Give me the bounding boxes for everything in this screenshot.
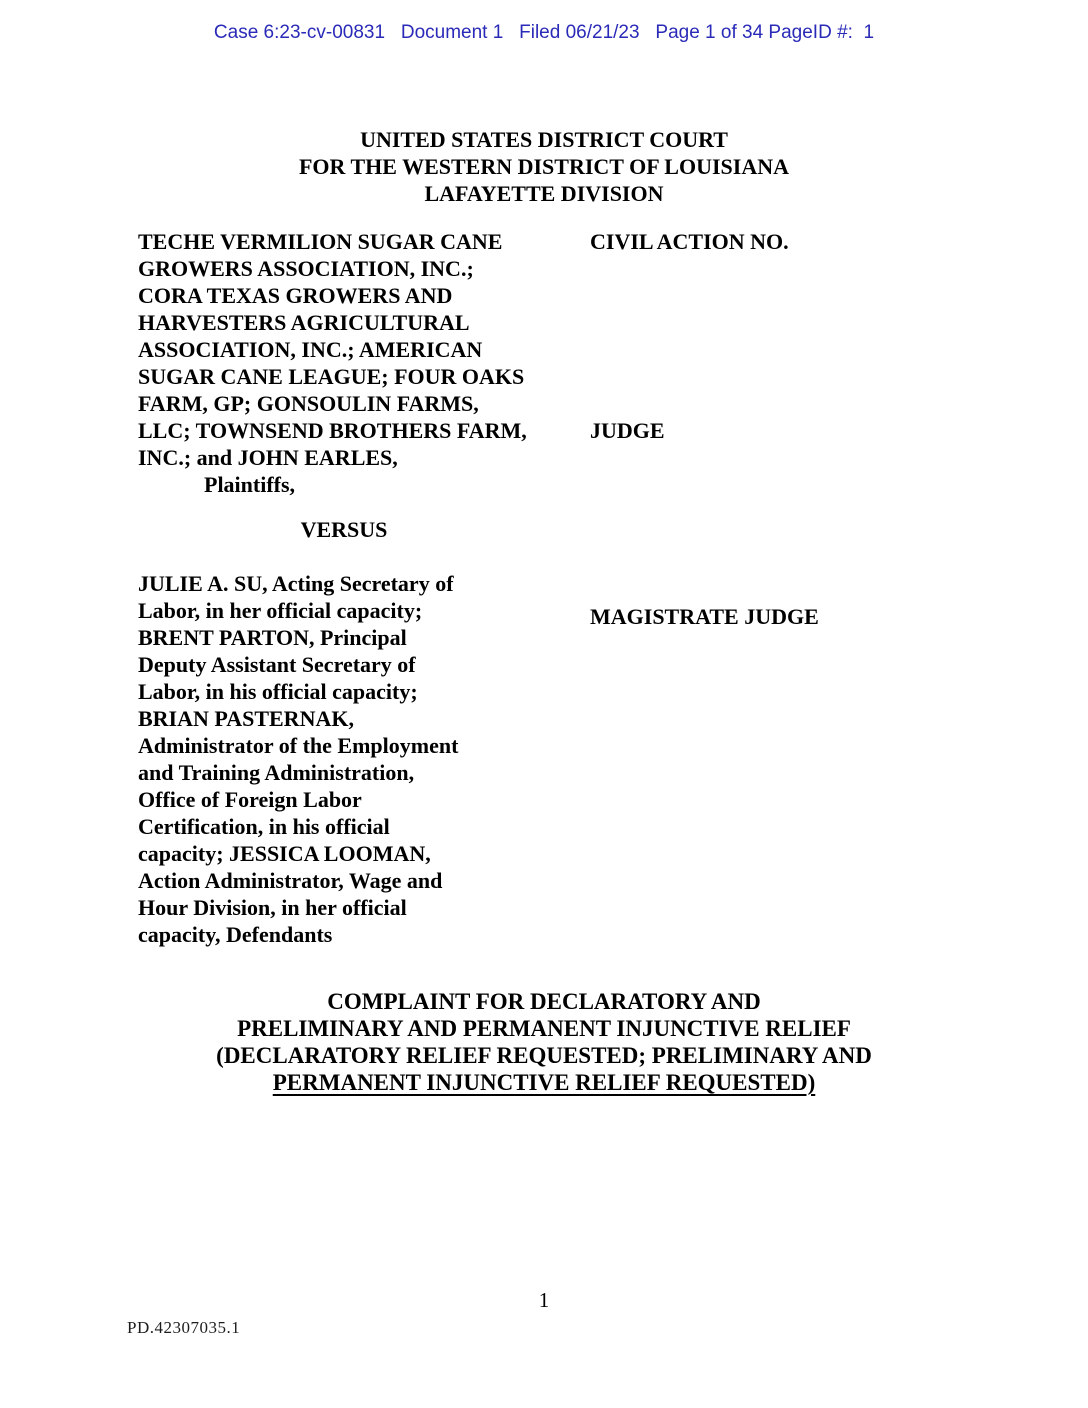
plaintiffs-designation: Plaintiffs, bbox=[204, 472, 296, 497]
caption-line: HARVESTERS AGRICULTURAL bbox=[138, 310, 470, 335]
caption-line: FARM, GP; GONSOULIN FARMS, bbox=[138, 391, 479, 416]
court-title-line: UNITED STATES DISTRICT COURT bbox=[360, 127, 728, 152]
complaint-title-line: (DECLARATORY RELIEF REQUESTED; PRELIMINARY AND bbox=[216, 1043, 872, 1068]
case-stamp: Case 6:23-cv-00831 Document 1 Filed 06/21/23 Page 1 of 34 PageID #: 1 bbox=[213, 22, 875, 43]
caption-line: CORA TEXAS GROWERS AND bbox=[138, 283, 453, 308]
complaint-title-line-underlined bbox=[0, 1069, 1088, 1096]
plaintiffs-block bbox=[138, 228, 590, 498]
caption-line: Labor, in her official capacity; bbox=[138, 598, 423, 623]
caption-line: Labor, in his official capacity; bbox=[138, 679, 418, 704]
caption-line: INC.; and JOHN EARLES, bbox=[138, 445, 398, 470]
caption-line: BRENT PARTON, Principal bbox=[138, 625, 407, 650]
complaint-title-line: PRELIMINARY AND PERMANENT INJUNCTIVE RELIEF bbox=[237, 1016, 851, 1041]
caption-line: ASSOCIATION, INC.; AMERICAN bbox=[138, 337, 483, 362]
caption-line: Deputy Assistant Secretary of bbox=[138, 652, 416, 677]
complaint-title bbox=[0, 988, 1088, 1096]
caption-line: Administrator of the Employment bbox=[138, 733, 459, 758]
caption-line: GROWERS ASSOCIATION, INC.; bbox=[138, 256, 474, 281]
court-title-line: FOR THE WESTERN DISTRICT OF LOUISIANA bbox=[298, 154, 790, 179]
caption-line: Action Administrator, Wage and bbox=[138, 868, 443, 893]
caption-line: TECHE VERMILION SUGAR CANE bbox=[138, 229, 503, 254]
judge-label: JUDGE bbox=[590, 418, 665, 443]
civil-action-label: CIVIL ACTION NO. bbox=[590, 229, 789, 254]
court-title bbox=[0, 126, 1088, 207]
caption-line: Hour Division, in her official bbox=[138, 895, 407, 920]
court-title-line: LAFAYETTE DIVISION bbox=[424, 181, 664, 206]
caption-line: and Training Administration, bbox=[138, 760, 415, 785]
caption-line: capacity, Defendants bbox=[138, 922, 333, 947]
defendants-block bbox=[138, 570, 590, 948]
caption-line: Office of Foreign Labor bbox=[138, 787, 362, 812]
complaint-title-underline-text: PERMANENT INJUNCTIVE RELIEF REQUESTED) bbox=[272, 1070, 816, 1095]
caption-line: LLC; TOWNSEND BROTHERS FARM, bbox=[138, 418, 527, 443]
versus-label: VERSUS bbox=[300, 517, 388, 542]
caption-line: JULIE A. SU, Acting Secretary of bbox=[138, 571, 454, 596]
caption-line: BRIAN PASTERNAK, bbox=[138, 706, 354, 731]
caption-line: SUGAR CANE LEAGUE; FOUR OAKS bbox=[138, 364, 525, 389]
magistrate-judge-label: MAGISTRATE JUDGE bbox=[590, 604, 819, 629]
caption-line: Certification, in his official bbox=[138, 814, 390, 839]
document-id-stamp: PD.42307035.1 bbox=[127, 1318, 241, 1337]
caption-line: capacity; JESSICA LOOMAN, bbox=[138, 841, 431, 866]
complaint-title-line: COMPLAINT FOR DECLARATORY AND bbox=[327, 989, 761, 1014]
page-number: 1 bbox=[538, 1288, 550, 1312]
